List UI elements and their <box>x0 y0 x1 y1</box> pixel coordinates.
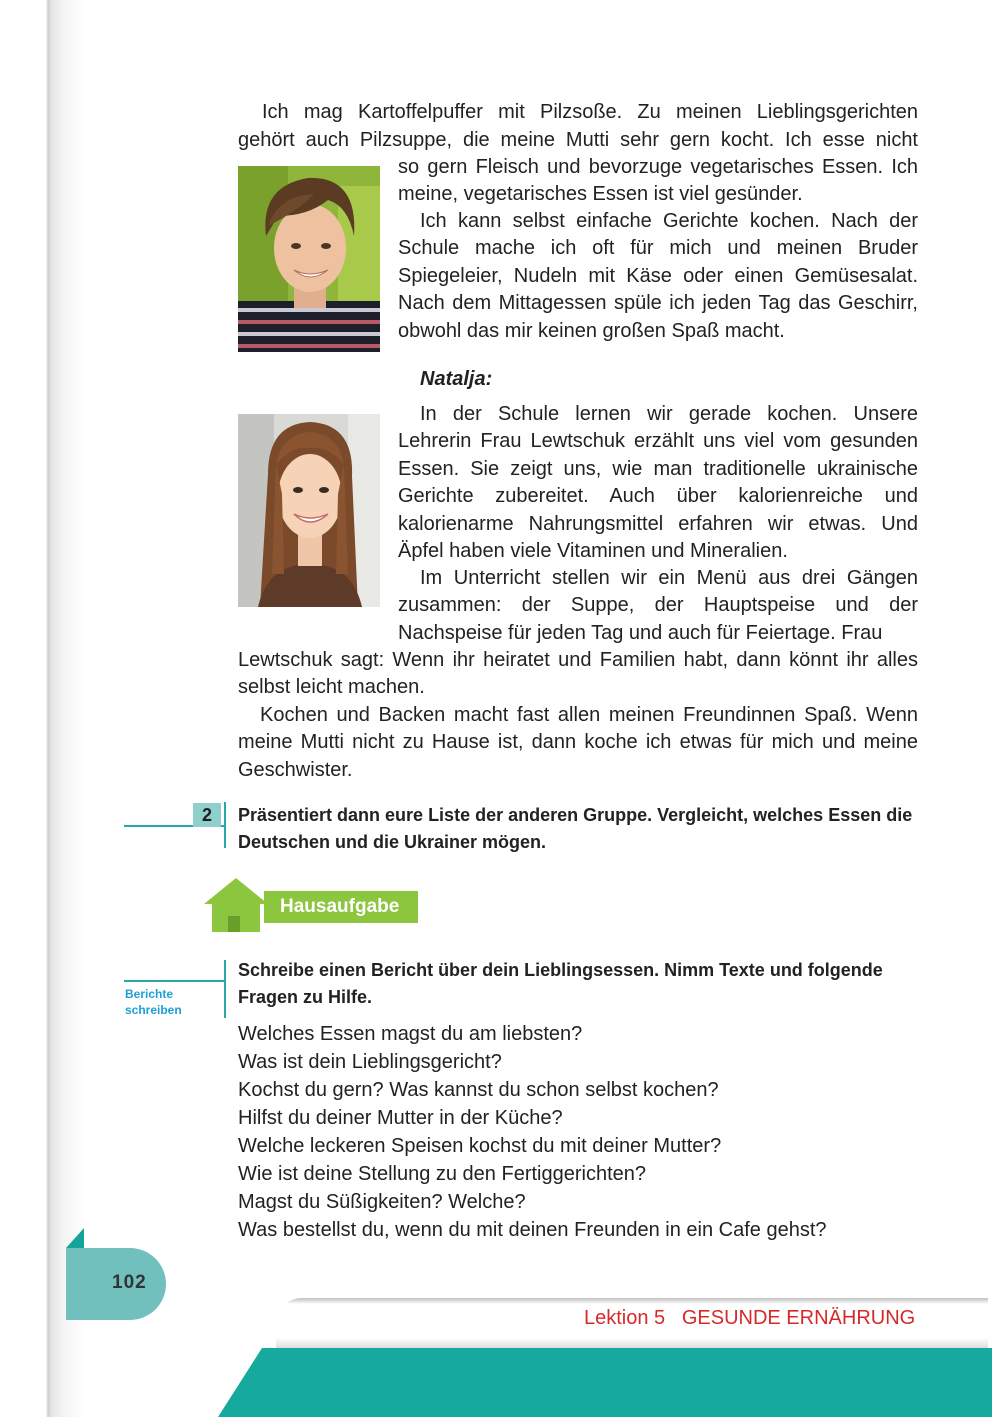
page-number: 102 <box>112 1272 147 1293</box>
footer-lesson-title <box>584 1307 915 1330</box>
margin-note-line-2: schreiben <box>125 1003 182 1017</box>
speaker-name: Natalja: <box>420 368 493 390</box>
margin-note-line-1: Berichte <box>125 987 174 1001</box>
question-item: Wie ist deine Stellung zu den Fertiggerichten? <box>238 1163 647 1185</box>
task-vertical-line <box>224 802 226 848</box>
intro-line-1: Ich mag Kartoffelpuffer mit Pilzsoße. Zu meinen Lieblingsgerichten <box>262 101 918 123</box>
house-icon <box>204 876 268 934</box>
homework-instruction: Schreibe einen Bericht über dein Lieblingsessen. Nimm Texte und folgende Fragen zu Hilfe. <box>238 960 883 1007</box>
question-item: Was ist dein Lieblingsgericht? <box>238 1051 502 1073</box>
intro-line-2: gehört auch Pilzsuppe, die meine Mutti sehr gern kocht. Ich esse nicht <box>238 129 918 151</box>
footer-topic: GESUNDE ERNÄHRUNG <box>681 1307 916 1329</box>
book-spine-shadow <box>0 0 84 1417</box>
page-tab-corner <box>66 1228 84 1248</box>
task-number-badge: 2 <box>193 803 221 827</box>
natalja-paragraph-1: In der Schule lernen wir gerade kochen. Unsere Lehrerin Frau Lewtschuk erzählt uns viel vom gesunden Essen. Sie zeigt uns, wie man traditionelle ukrainische Gerichte zubereitet. Auch über kalorienreiche und kalorienarme Nahrungsmittel erfahren wir etwas. Und Äpfel haben viele Vitaminen und Mineralien. <box>398 403 918 563</box>
margin-note <box>125 986 215 1018</box>
footer-lesson: Lektion 5 <box>584 1307 666 1329</box>
natalja-paragraph-2-wrapped: Im Unterricht stellen wir ein Menü aus drei Gängen zusammen: der Suppe, der Hauptspeise und der Nachspeise für jeden Tag und auch für Feiertage. Frau <box>398 567 918 644</box>
footer-teal-band <box>0 1348 992 1417</box>
task-2-instruction: Präsentiert dann eure Liste der anderen Gruppe. Vergleicht, welches Essen die Deutschen und die Ukrainer mögen. <box>238 805 913 852</box>
homework-divider-line <box>124 980 226 982</box>
question-item: Was bestellst du, wenn du mit deinen Freunden in ein Cafe gehst? <box>238 1219 827 1241</box>
intro-wrapped-text: so gern Fleisch und bevorzuge vegetarisches Essen. Ich meine, vegetarisches Essen ist viel gesünder. <box>398 156 918 206</box>
homework-label: Hausaufgabe <box>264 891 418 923</box>
question-item: Welches Essen magst du am liebsten? <box>238 1023 583 1045</box>
natalja-paragraph-2-full: Lewtschuk sagt: Wenn ihr heiratet und Familien habt, dann könnt ihr alles selbst leicht machen. <box>238 649 918 699</box>
homework-vertical-line <box>224 960 226 1018</box>
natalja-paragraph-3: Kochen und Backen macht fast allen meinen Freundinnen Spaß. Wenn meine Mutti nicht zu Hause ist, dann koche ich etwas für mich und meine Geschwister. <box>238 704 918 781</box>
intro-paragraph-2: Ich kann selbst einfache Gerichte kochen. Nach der Schule mache ich oft für mich und meinen Bruder Spiegeleier, Nudeln mit Käse oder einen Gemüsesalat. Nach dem Mittagessen spüle ich jeden Tag das Geschirr, obwohl das mir keinen großen Spaß macht. <box>398 210 918 342</box>
boy-photo <box>238 166 380 352</box>
question-item: Kochst du gern? Was kannst du schon selbst kochen? <box>238 1079 719 1101</box>
question-item: Welche leckeren Speisen kochst du mit deiner Mutter? <box>238 1135 722 1157</box>
question-item: Magst du Süßigkeiten? Welche? <box>238 1191 526 1213</box>
girl-photo <box>238 414 380 607</box>
question-item: Hilfst du deiner Mutter in der Küche? <box>238 1107 563 1129</box>
